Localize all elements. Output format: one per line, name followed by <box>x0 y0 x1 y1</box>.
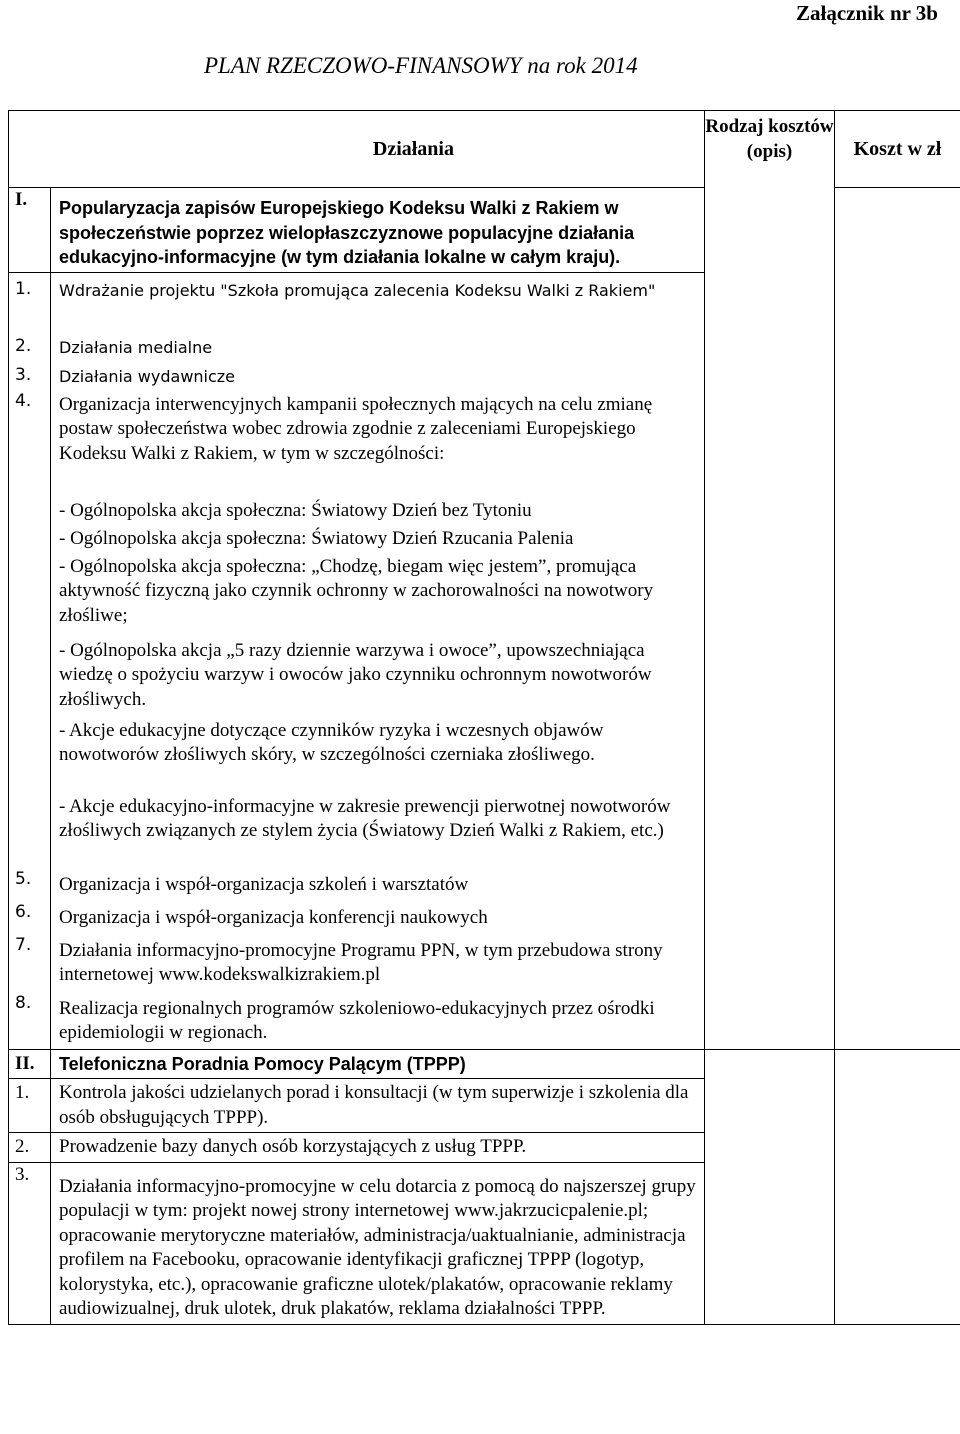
item-text: Działania medialne <box>59 337 213 357</box>
item-number: 8. <box>15 992 32 1013</box>
section1-numbers <box>9 272 51 1049</box>
page-title: PLAN RZECZOWO-FINANSOWY na rok 2014 <box>204 53 638 78</box>
section1-title: Popularyzacja zapisów Europejskiego Kodeksu Walki z Rakiem w społeczeństwie poprzez wielopłaszczyznowe populacyjne działania edukacyjno-informacyjne (w tym działania lokalne w całym kraju). <box>51 188 705 273</box>
section2-title-row <box>9 1049 960 1079</box>
item-text: Prowadzenie bazy danych osób korzystających z usług TPPP. <box>51 1133 705 1163</box>
header-cost: Koszt w zł <box>835 111 960 188</box>
item-number: 6. <box>15 901 32 922</box>
item-text: Organizacja i współ-organizacja szkoleń i warsztatów <box>59 873 469 895</box>
item-number: 2. <box>15 335 32 356</box>
item4-sub: - Akcje edukacyjne dotyczące czynników ryzyka i wczesnych objawów nowotworów złośliwych skóry, w szczególności czerniaka złośliwego. <box>59 719 604 765</box>
item-number: 5. <box>15 868 32 889</box>
item-text: Kontrola jakości udzielanych porad i konsultacji (w tym superwizje i szkolenia dla osób obsługujących TPPP). <box>51 1079 705 1133</box>
item-text: Realizacja regionalnych programów szkoleniowo-edukacyjnych przez ośrodki epidemiologii w regionach. <box>59 997 655 1043</box>
item-number: 1. <box>15 278 32 299</box>
header-cost-type: Rodzaj kosztów (opis) <box>705 111 835 1050</box>
header-row <box>9 111 960 188</box>
item-number: 3. <box>9 1162 51 1324</box>
item-number: 4. <box>15 390 32 411</box>
item-number: 7. <box>15 934 32 955</box>
item4-intro: Organizacja interwencyjnych kampanii społecznych mających na celu zmianę postaw społeczeństwa wobec zdrowia zgodnie z zaleceniami Europejskiego Kodeksu Walki z Rakiem, w tym w szczególności: <box>59 393 653 464</box>
header-actions: Działania <box>9 111 705 188</box>
item4-sub: - Ogólnopolska akcja społeczna: Światowy Dzień bez Tytoniu <box>59 499 532 521</box>
annex-label: Załącznik nr 3b <box>796 1 938 25</box>
item4-sub: - Ogólnopolska akcja społeczna: „Chodzę, biegam więc jestem”, promująca aktywność fizyczną jako czynnik ochronny w zachorowalności na nowotwory złośliwe; <box>59 555 654 626</box>
section1-items <box>51 272 705 1049</box>
cost-type-cell <box>705 1049 835 1324</box>
item4-sub: - Ogólnopolska akcja „5 razy dziennie warzywa i owoce”, upowszechniająca wiedzę o spożyciu warzyw i owoców jako czynniku ochronnym nowotworów złośliwych. <box>59 639 652 710</box>
item4-sub: - Ogólnopolska akcja społeczna: Światowy Dzień Rzucania Palenia <box>59 527 574 549</box>
item-text: Organizacja i współ-organizacja konferencji naukowych <box>59 906 488 928</box>
item-number: 2. <box>9 1133 51 1163</box>
item4-sub: - Akcje edukacyjno-informacyjne w zakresie prewencji pierwotnej nowotworów złośliwych związanych ze stylem życia (Światowy Dzień Walki z Rakiem, etc.) <box>59 795 671 841</box>
plan-table <box>8 110 960 1325</box>
section2-title: Telefoniczna Poradnia Pomocy Palącym (TPPP) <box>51 1049 705 1079</box>
cost-cell <box>835 1049 960 1324</box>
item-number: 1. <box>9 1079 51 1133</box>
cost-cell <box>835 188 960 1050</box>
section1-number: I. <box>9 188 51 273</box>
item-number: 3. <box>15 364 32 385</box>
item-text: Działania wydawnicze <box>59 366 236 386</box>
item-text: Działania informacyjno-promocyjne w celu dotarcia z pomocą do najszerszej grupy populacji w tym: projekt nowej strony internetowej www.jakrzucicpalenie.pl; opracowanie merytoryczne materiałów, administracja/uaktualnianie, administracja profilem na Facebooku, opracowanie identyfikacji graficznej TPPP (logotyp, kolorystyka, etc.), opracowanie graficzne ulotek/plakatów, opracowanie reklamy audiowizualnej, druk ulotek, druk plakatów, reklama działalności TPPP. <box>51 1162 705 1324</box>
item-text: Wdrażanie projektu "Szkoła promująca zalecenia Kodeksu Walki z Rakiem" <box>59 280 656 300</box>
item-text: Działania informacyjno-promocyjne Programu PPN, w tym przebudowa strony internetowej www.kodekswalkizrakiem.pl <box>59 939 663 985</box>
section2-number: II. <box>9 1049 51 1079</box>
